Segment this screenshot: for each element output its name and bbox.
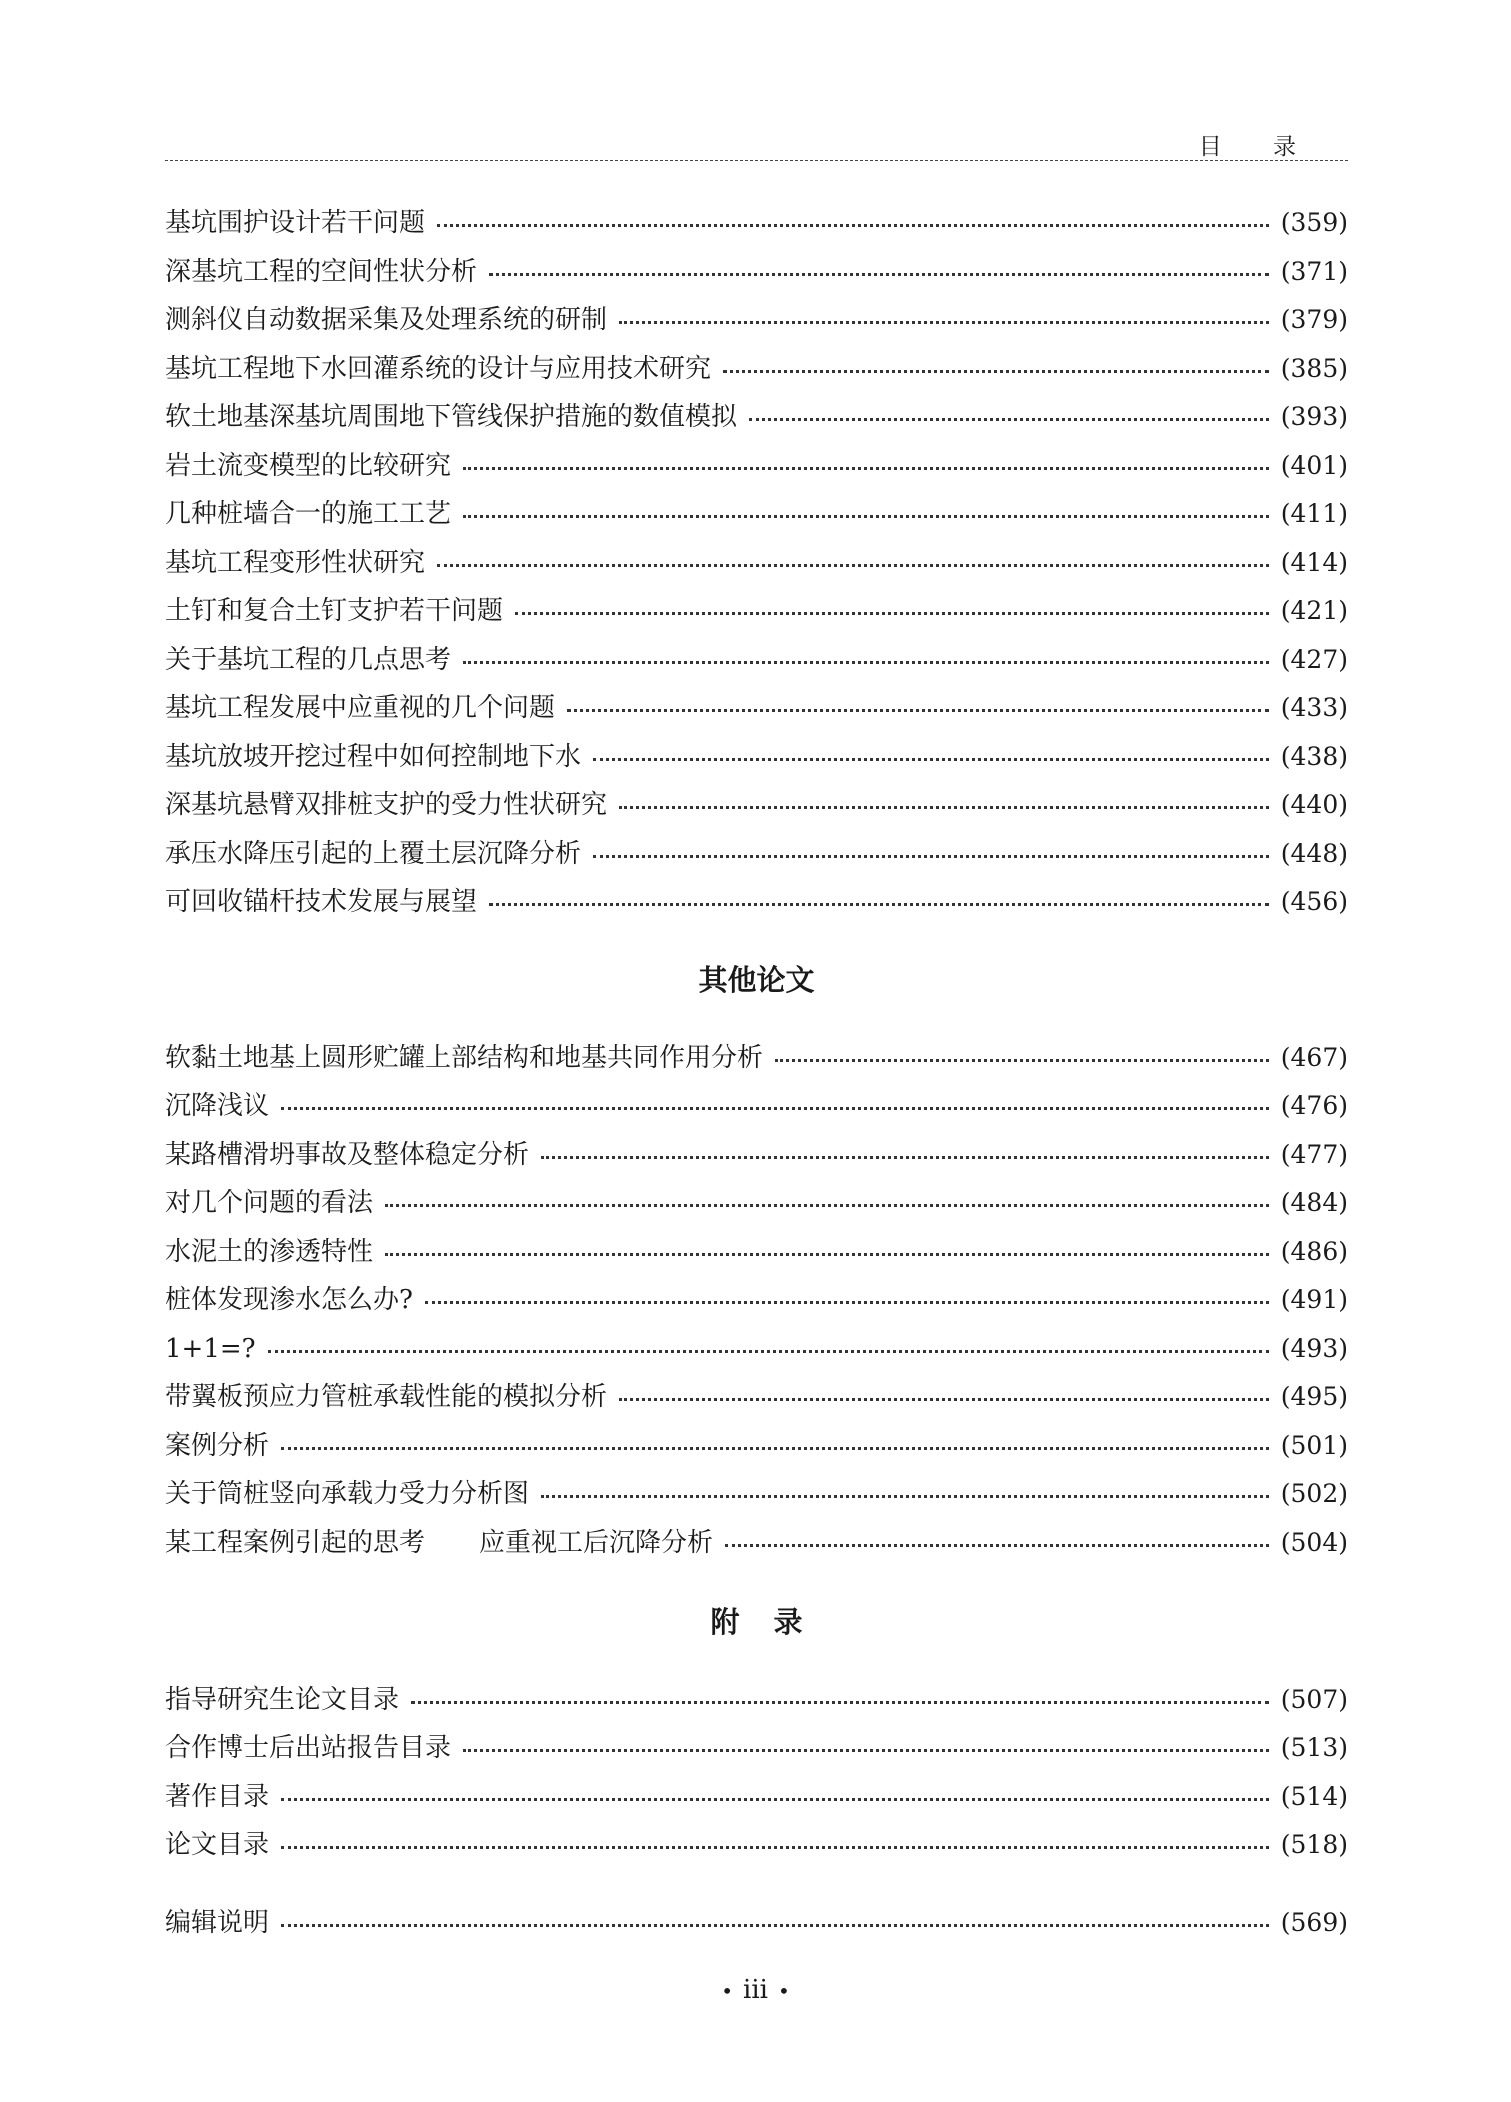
toc-entry-title-part-a: 某工程案例引起的思考	[165, 1528, 426, 1558]
toc-entry[interactable]	[165, 543, 1348, 583]
toc-entry-page: (513)	[1280, 1733, 1348, 1762]
toc-entry[interactable]	[165, 1680, 1348, 1720]
toc-entry-title: 1+1=?	[165, 1334, 256, 1364]
toc-entry-title: 关于基坑工程的几点思考	[165, 645, 452, 675]
dot-leader	[385, 1204, 1269, 1207]
toc-entry-title: 承压水降压引起的上覆土层沉降分析	[165, 839, 582, 869]
toc-entry-title: 某路槽滑坍事故及整体稳定分析	[165, 1140, 530, 1170]
toc-entry-page: (491)	[1280, 1285, 1348, 1314]
dot-leader	[619, 806, 1269, 809]
running-header	[165, 120, 1348, 161]
toc-entry-page: (486)	[1280, 1237, 1348, 1266]
toc-entry-page: (411)	[1280, 499, 1348, 528]
toc-entry-title: 基坑放坡开挖过程中如何控制地下水	[165, 742, 582, 772]
toc-entry[interactable]	[165, 203, 1348, 243]
dot-leader	[281, 1107, 1269, 1110]
toc-entry-page: (438)	[1280, 742, 1348, 771]
toc-entry-title: 合作博士后出站报告目录	[165, 1733, 452, 1763]
running-head-text: 目 录	[1198, 134, 1318, 160]
dot-leader	[541, 1495, 1269, 1498]
dot-leader	[567, 709, 1269, 712]
dot-leader	[775, 1059, 1269, 1062]
toc-entry-title: 软黏土地基上圆形贮罐上部结构和地基共同作用分析	[165, 1043, 764, 1073]
toc-entry[interactable]	[165, 1086, 1348, 1126]
toc-entry[interactable]	[165, 1523, 1348, 1563]
toc-entry[interactable]	[165, 1135, 1348, 1175]
toc-entry[interactable]	[165, 1474, 1348, 1514]
toc-entry-page: (371)	[1280, 257, 1348, 286]
toc-entry-title: 岩土流变模型的比较研究	[165, 451, 452, 481]
toc-entry[interactable]	[165, 1825, 1348, 1865]
toc-entry-title: 沉降浅议	[165, 1091, 270, 1121]
toc-entry-title: 论文目录	[165, 1830, 270, 1860]
dot-leader	[593, 855, 1269, 858]
section-heading-other-papers: 其他论文	[698, 963, 815, 997]
toc-entry[interactable]	[165, 494, 1348, 534]
dot-leader	[619, 321, 1269, 324]
toc-entry[interactable]	[165, 1329, 1348, 1369]
toc-entry-title: 深基坑悬臂双排桩支护的受力性状研究	[165, 790, 608, 820]
dot-leader	[541, 1156, 1269, 1159]
toc-entry-page: (379)	[1280, 305, 1348, 334]
dot-leader	[489, 903, 1269, 906]
toc-entry-page: (476)	[1280, 1091, 1348, 1120]
dot-leader	[593, 758, 1269, 761]
toc-entry-title	[165, 1523, 725, 1563]
toc-entry[interactable]	[165, 349, 1348, 389]
toc-entry-page: (501)	[1280, 1431, 1348, 1460]
toc-entry-title: 可回收锚杆技术发展与展望	[165, 887, 478, 917]
dot-leader	[463, 467, 1269, 470]
toc-entry-page: (427)	[1280, 645, 1348, 674]
toc-entry[interactable]	[165, 688, 1348, 728]
page-number: • iii •	[721, 1975, 790, 2005]
toc-entry-title: 编辑说明	[165, 1908, 270, 1938]
dot-leader	[411, 1701, 1269, 1704]
toc-entry-title: 著作目录	[165, 1782, 270, 1812]
dot-leader	[268, 1350, 1269, 1353]
toc-entry[interactable]	[165, 882, 1348, 922]
section-heading-appendix: 附录	[710, 1605, 837, 1639]
toc-entry-title: 指导研究生论文目录	[165, 1685, 400, 1715]
toc-entry[interactable]	[165, 834, 1348, 874]
toc-entry-page: (359)	[1280, 208, 1348, 237]
toc-entry-page: (467)	[1280, 1043, 1348, 1072]
toc-entry-page: (401)	[1280, 451, 1348, 480]
dot-leader	[281, 1846, 1269, 1849]
toc-entry-page: (502)	[1280, 1479, 1348, 1508]
dot-leader	[385, 1253, 1269, 1256]
toc-entry-page: (433)	[1280, 693, 1348, 722]
toc-entry[interactable]	[165, 1728, 1348, 1768]
toc-entry-title: 带翼板预应力管桩承载性能的模拟分析	[165, 1382, 608, 1412]
toc-entry-page: (393)	[1280, 402, 1348, 431]
toc-entry[interactable]	[165, 1426, 1348, 1466]
toc-entry[interactable]	[165, 1777, 1348, 1817]
toc-entry-page: (448)	[1280, 839, 1348, 868]
toc-entry-title: 案例分析	[165, 1431, 270, 1461]
dot-leader	[723, 370, 1269, 373]
toc-entry[interactable]	[165, 785, 1348, 825]
dot-leader	[425, 1301, 1269, 1304]
toc-entry-title: 几种桩墙合一的施工工艺	[165, 499, 452, 529]
toc-entry-page: (507)	[1280, 1685, 1348, 1714]
dot-leader	[463, 661, 1269, 664]
toc-entry-page: (569)	[1280, 1908, 1348, 1937]
dot-leader	[281, 1798, 1269, 1801]
toc-entry[interactable]	[165, 397, 1348, 437]
toc-entry-page: (440)	[1280, 790, 1348, 819]
toc-entry-title: 基坑工程发展中应重视的几个问题	[165, 693, 556, 723]
toc-entry[interactable]	[165, 591, 1348, 631]
toc-entry[interactable]	[165, 446, 1348, 486]
toc-entry-page: (385)	[1280, 354, 1348, 383]
toc-entry-title: 深基坑工程的空间性状分析	[165, 257, 478, 287]
toc-entry[interactable]	[165, 1183, 1348, 1223]
toc-entry-page: (477)	[1280, 1140, 1348, 1169]
toc-entry-title: 土钉和复合土钉支护若干问题	[165, 596, 504, 626]
toc-entry-title: 软土地基深基坑周围地下管线保护措施的数值模拟	[165, 402, 738, 432]
toc-entry-title: 测斜仪自动数据采集及处理系统的研制	[165, 305, 608, 335]
toc-entry-page: (504)	[1280, 1528, 1348, 1557]
toc-entry-page: (514)	[1280, 1782, 1348, 1811]
toc-entry[interactable]	[165, 1038, 1348, 1078]
dot-leader	[515, 612, 1269, 615]
dot-leader	[281, 1447, 1269, 1450]
dot-leader	[437, 224, 1269, 227]
toc-entry[interactable]	[165, 737, 1348, 777]
toc-entry-page: (518)	[1280, 1830, 1348, 1859]
toc-entry[interactable]	[165, 1280, 1348, 1320]
dot-leader	[749, 418, 1269, 421]
toc-entry-title-part-b: 应重视工后沉降分析	[479, 1528, 714, 1558]
toc-entry-page: (414)	[1280, 548, 1348, 577]
dot-leader	[619, 1398, 1269, 1401]
toc-entry-title: 桩体发现渗水怎么办?	[165, 1285, 413, 1315]
toc-entry[interactable]	[165, 1232, 1348, 1272]
toc-entry-page: (421)	[1280, 596, 1348, 625]
dot-leader	[437, 564, 1269, 567]
toc-entry-title: 水泥土的渗透特性	[165, 1237, 374, 1267]
toc-entry-title: 基坑工程地下水回灌系统的设计与应用技术研究	[165, 354, 712, 384]
toc-entry[interactable]	[165, 1377, 1348, 1417]
page-number-text: iii	[743, 1975, 768, 2005]
dot-leader	[725, 1544, 1269, 1547]
toc-entry[interactable]	[165, 300, 1348, 340]
toc-entry-title: 关于筒桩竖向承载力受力分析图	[165, 1479, 530, 1509]
toc-entry-editorial-notes[interactable]	[165, 1903, 1348, 1943]
dot-leader	[463, 1749, 1269, 1752]
dot-leader	[489, 273, 1269, 276]
toc-entry-title: 基坑围护设计若干问题	[165, 208, 426, 238]
toc-entry-title: 对几个问题的看法	[165, 1188, 374, 1218]
toc-entry[interactable]	[165, 640, 1348, 680]
dot-leader	[281, 1924, 1269, 1927]
toc-entry-page: (493)	[1280, 1334, 1348, 1363]
dot-leader	[463, 515, 1269, 518]
toc-entry-page: (484)	[1280, 1188, 1348, 1217]
toc-entry-page: (456)	[1280, 887, 1348, 916]
toc-entry-title: 基坑工程变形性状研究	[165, 548, 426, 578]
toc-entry-page: (495)	[1280, 1382, 1348, 1411]
toc-entry[interactable]	[165, 252, 1348, 292]
